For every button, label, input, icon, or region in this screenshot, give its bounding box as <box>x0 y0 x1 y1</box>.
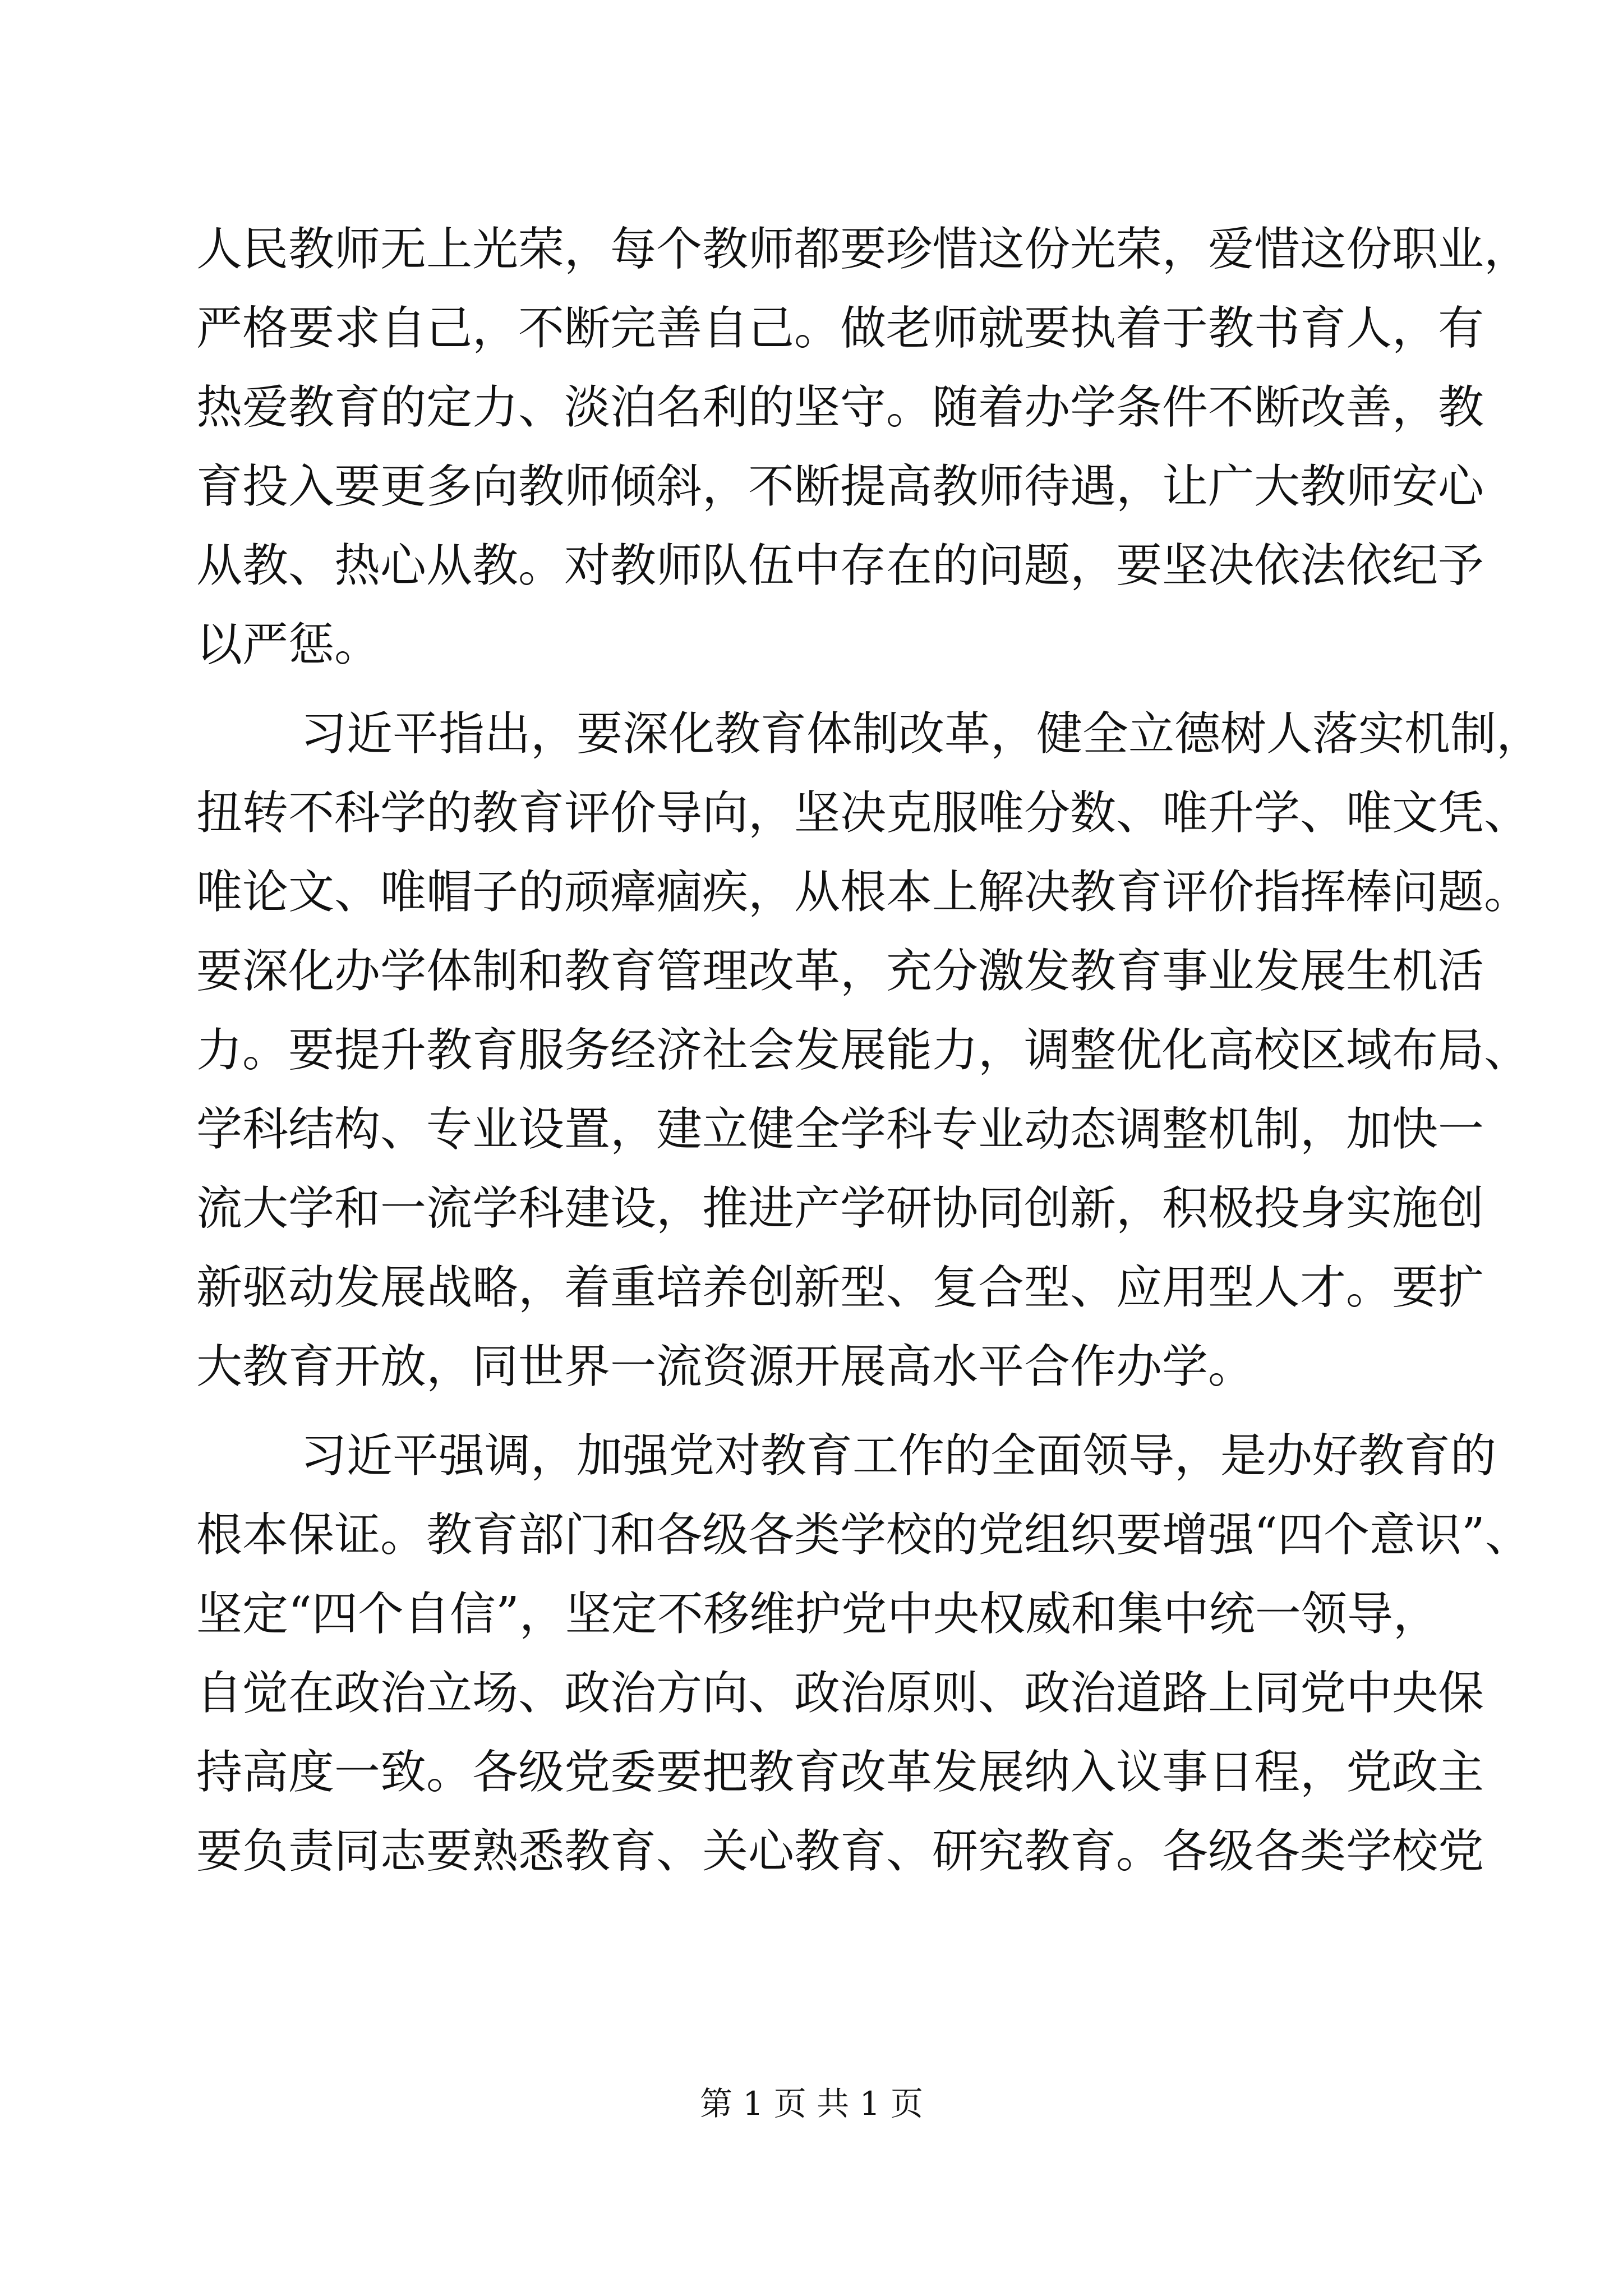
text-line-3: 热爱教育的定力、淡泊名利的坚守。随着办学条件不断改善，教 <box>196 381 1484 434</box>
paragraph-2-first-line: 习近平指出，要深化教育体制改革，健全立德树人落实机制， <box>301 707 1543 761</box>
text-line-8: 扭转不科学的教育评价导向，坚决克服唯分数、唯升学、唯文凭、 <box>196 786 1530 840</box>
paragraph-3-first-line: 习近平强调，加强党对教育工作的全面领导，是办好教育的 <box>301 1429 1497 1483</box>
text-line-14: 新驱动发展战略，着重培养创新型、复合型、应用型人才。要扩 <box>196 1261 1484 1314</box>
text-line-4: 育投入要更多向教师倾斜，不断提高教师待遇，让广大教师安心 <box>196 460 1484 513</box>
text-line-6: 以严惩。 <box>196 618 381 671</box>
text-line-20: 持高度一致。各级党委要把教育改革发展纳入议事日程，党政主 <box>196 1746 1484 1799</box>
text-line-11: 力。要提升教育服务经济社会发展能力，调整优化高校区域布局、 <box>196 1024 1530 1077</box>
text-line-2: 严格要求自己，不断完善自己。做老师就要执着于教书育人，有 <box>196 302 1484 355</box>
page-number-footer: 第 1 页 共 1 页 <box>700 2085 923 2123</box>
text-line-1: 人民教师无上光荣，每个教师都要珍惜这份光荣，爱惜这份职业， <box>196 223 1530 276</box>
text-line-18: 坚定“四个自信”，坚定不移维护党中央权威和集中统一领导， <box>196 1588 1439 1641</box>
text-line-19: 自觉在政治立场、政治方向、政治原则、政治道路上同党中央保 <box>196 1667 1484 1720</box>
text-line-12: 学科结构、专业设置，建立健全学科专业动态调整机制，加快一 <box>196 1103 1484 1156</box>
text-line-9: 唯论文、唯帽子的顽瘴痼疾，从根本上解决教育评价指挥棒问题。 <box>196 866 1530 919</box>
text-line-21: 要负责同志要熟悉教育、关心教育、研究教育。各级各类学校党 <box>196 1825 1484 1878</box>
text-line-10: 要深化办学体制和教育管理改革，充分激发教育事业发展生机活 <box>196 945 1484 998</box>
text-line-17: 根本保证。教育部门和各级各类学校的党组织要增强“四个意识”、 <box>196 1508 1531 1562</box>
text-line-5: 从教、热心从教。对教师队伍中存在的问题，要坚决依法依纪予 <box>196 539 1484 592</box>
text-line-15: 大教育开放，同世界一流资源开展高水平合作办学。 <box>196 1340 1255 1393</box>
text-line-13: 流大学和一流学科建设，推进产学研协同创新，积极投身实施创 <box>196 1182 1484 1235</box>
